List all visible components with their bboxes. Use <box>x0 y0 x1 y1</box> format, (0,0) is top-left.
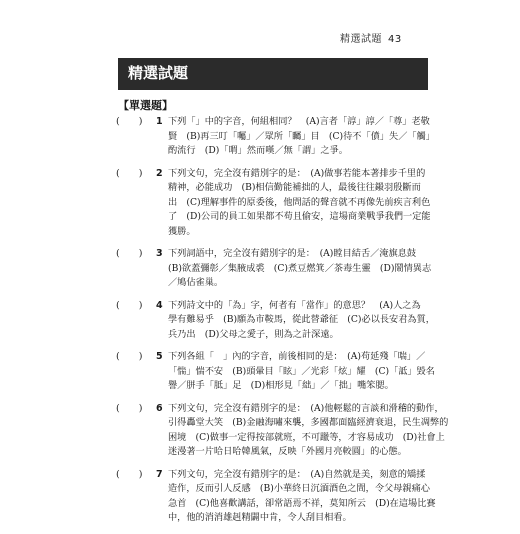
question-line: 下列文句，完全沒有錯別字的是： (A)做事若能本著排步千里的 <box>168 167 426 179</box>
question-line: ／鳩佔雀巢。 <box>168 277 224 288</box>
question-line: 引得轟堂大笑 (B)金融海嘯來襲，多國都面臨經濟衰退，民生凋弊的 <box>168 417 449 428</box>
question-line: 下列詩文中的「為」字，何者有「當作」的意思？ (A)人之為 <box>168 299 421 311</box>
answer-blank: ( ) <box>116 351 143 362</box>
banner-rule <box>118 88 428 90</box>
question-number: 7 <box>156 468 163 480</box>
question-line: 「惴」惴不安 (B)頭暈目「眩」／光彩「炫」耀 (C)「詆」毀名 <box>168 365 435 377</box>
question-line: 造作，反而引人反感 (B)小華終日沉湎酒色之間，令父母親痛心 <box>168 483 430 494</box>
question-item <box>118 350 463 394</box>
question-line: 賢 (B)再三叮「囑」／眾所「矚」目 (C)待不「僨」失／「觸」 <box>168 130 435 142</box>
question-line: 學有難易乎 (B)願為市鞍馬，從此替爺征 (C)必以長安君為質， <box>168 314 435 325</box>
running-head <box>340 30 402 45</box>
question-line: 了 (D)公司的員工如果都不苟且偷安，這場商業戰爭我們一定能 <box>168 211 431 222</box>
question-text <box>168 350 463 394</box>
question-list <box>118 115 463 534</box>
running-head-title: 精選試題 <box>340 34 382 45</box>
question-item <box>118 247 463 291</box>
question-line: 獲勝。 <box>168 225 196 237</box>
answer-blank: ( ) <box>116 299 143 311</box>
question-type-heading: 【單選題】 <box>118 99 173 112</box>
question-line: 急首 (C)他喜歡講話，卻常語焉不祥，莫知所云 (D)在這場比賽 <box>168 497 436 509</box>
question-text <box>168 468 463 526</box>
question-item <box>118 468 463 526</box>
question-line: 下列文句，完全沒有錯別字的是： (A)他輕鬆的言談和滑稽的動作， <box>168 402 444 414</box>
answer-blank: ( ) <box>116 248 143 259</box>
question-number: 2 <box>156 167 163 179</box>
question-line: (B)欲蓋彌彰／集腋成裘 (C)煮豆燃箕／茶毒生靈 (D)鬧情異志 <box>168 262 432 274</box>
question-text <box>168 247 463 291</box>
question-number: 1 <box>156 116 163 127</box>
question-number: 4 <box>156 299 163 311</box>
question-item <box>118 115 463 159</box>
question-line: 中，他的消消雄赳精闢中肯，令人刮目相看。 <box>168 512 352 523</box>
answer-blank: ( ) <box>116 402 143 414</box>
answer-blank: ( ) <box>116 116 143 127</box>
question-line: 下列文句，完全沒有錯別字的是： (A)自然就是美，刻意的矯揉 <box>168 468 426 480</box>
question-line: 迷漫著一片哈日哈韓風氣，反映「外國月亮較圓」的心態。 <box>168 446 407 457</box>
question-line: 精神，必能成功 (B)相信勤能補拙的人，最後往往鎩羽殷斷而 <box>168 182 421 193</box>
answer-blank: ( ) <box>116 468 143 480</box>
question-item <box>118 299 463 343</box>
question-line: 下列「」中的字音，何組相同？ (A)言者「諄」諄／「尊」老敬 <box>168 116 430 127</box>
question-line: 兵乃出 (D)父母之愛子，則為之計深遠。 <box>168 328 339 340</box>
question-number: 3 <box>156 248 163 259</box>
page-number: 43 <box>388 34 402 45</box>
question-line: 出 (C)理解事件的原委後，他問話的聲音就不再像先前疾言利色 <box>168 196 431 208</box>
question-line: 譽／胼手「胝」足 (D)相形見「絀」／「拙」嘴笨腮。 <box>168 380 394 391</box>
question-item <box>118 402 463 460</box>
question-text <box>168 402 463 460</box>
question-text <box>168 167 463 240</box>
question-line: 酌流行 (D)「喟」然而嘆／無「謂」之爭。 <box>168 145 348 156</box>
question-number: 6 <box>156 402 163 414</box>
section-banner: 精選試題 <box>118 58 428 88</box>
answer-blank: ( ) <box>116 167 143 179</box>
question-line: 下列詞語中，完全沒有錯別字的是： (A)瞠目結舌／淹旗息鼓 <box>168 248 417 259</box>
question-text <box>168 115 463 159</box>
question-line: 困境 (C)做事一定得按部就班，不可躐等，才容易成功 (D)社會上 <box>168 431 445 443</box>
question-line: 下列各組「 」內的字音，前後相同的是： (A)苟延殘「喘」／ <box>168 351 426 362</box>
question-number: 5 <box>156 351 163 362</box>
question-item <box>118 167 463 240</box>
question-text <box>168 299 463 343</box>
